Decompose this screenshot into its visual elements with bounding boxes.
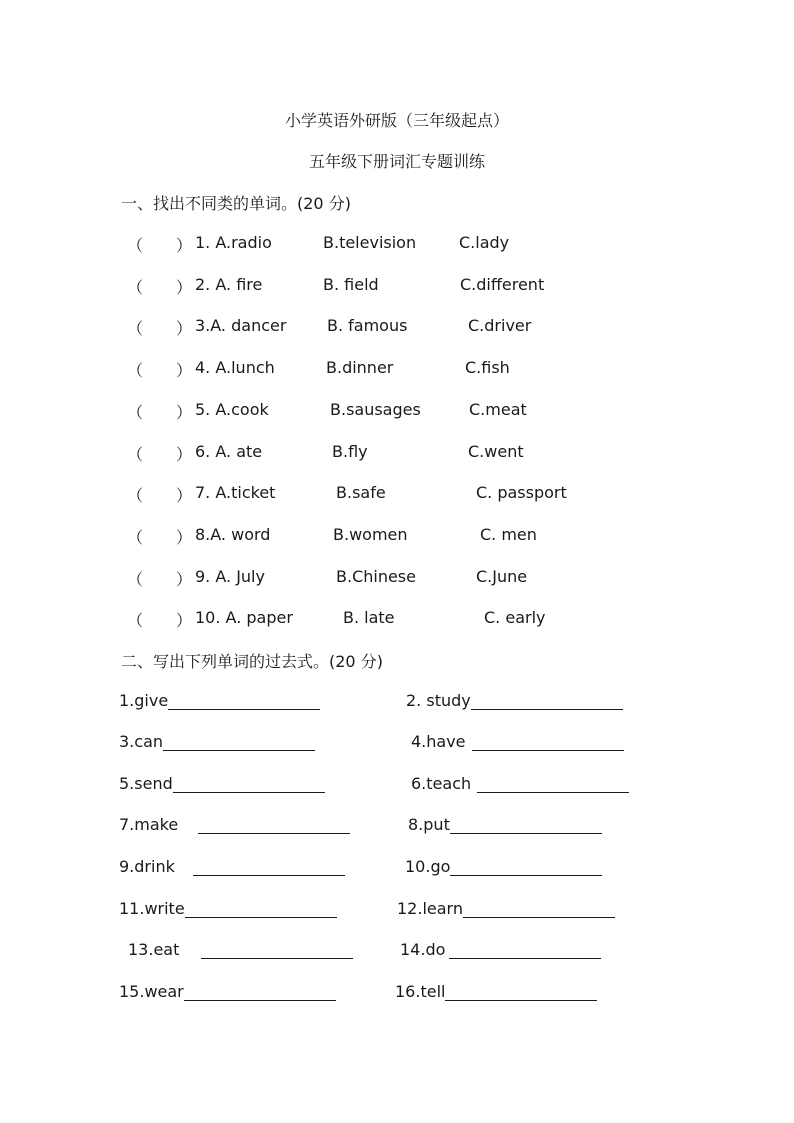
section2-heading: 二、写出下列单词的过去式。(20 分)	[121, 652, 383, 671]
question-row	[0, 400, 794, 422]
question-row	[0, 358, 794, 380]
question-row	[0, 275, 794, 297]
option-b: B.dinner	[326, 358, 394, 378]
option-b: B.safe	[336, 483, 386, 503]
question-row	[0, 608, 794, 630]
fill-in-item	[128, 940, 353, 959]
answer-blank[interactable]	[463, 903, 615, 918]
fill-in-item	[395, 982, 597, 1001]
fill-in-item	[411, 774, 629, 793]
option-c: C.went	[468, 441, 524, 461]
word-label: 11.write	[119, 899, 185, 918]
answer-blank[interactable]	[477, 778, 629, 793]
section1-heading: 一、找出不同类的单词。(20 分)	[121, 194, 351, 213]
option-c: C.driver	[468, 316, 532, 336]
question-row	[0, 442, 794, 464]
word-label: 15.wear	[119, 982, 184, 1001]
option-c: C. men	[480, 524, 537, 544]
fill-in-item	[408, 815, 602, 834]
question-row	[0, 233, 794, 255]
answer-blank[interactable]	[472, 736, 624, 751]
option-b: B.television	[323, 233, 417, 252]
option-b: B. famous	[327, 316, 408, 336]
option-a: 2. A. fire	[195, 274, 263, 294]
fill-in-item	[119, 899, 337, 918]
option-a: 4. A.lunch	[195, 358, 275, 378]
option-b: B.women	[333, 524, 408, 544]
fill-in-item	[119, 774, 325, 793]
answer-blank[interactable]	[445, 986, 597, 1001]
question-row	[0, 525, 794, 547]
answer-blank[interactable]	[450, 861, 602, 876]
word-label: 4.have	[411, 732, 466, 751]
answer-blank[interactable]	[185, 903, 337, 918]
answer-blank[interactable]	[163, 736, 315, 751]
option-c: C. early	[484, 608, 546, 628]
word-label: 2. study	[406, 691, 471, 710]
word-label: 5.send	[119, 774, 173, 793]
option-a: 8.A. word	[195, 524, 271, 544]
fill-in-item	[397, 899, 615, 918]
word-label: 6.teach	[411, 774, 472, 793]
option-c: C.lady	[459, 233, 510, 252]
answer-paren-open[interactable]: （	[127, 611, 144, 631]
word-label: 1.give	[119, 691, 169, 710]
fill-in-item	[411, 732, 624, 751]
option-b: B.Chinese	[336, 566, 416, 586]
fill-in-item	[406, 691, 623, 710]
word-label: 8.put	[408, 815, 450, 834]
fill-in-item	[119, 857, 345, 876]
word-label: 7.make	[119, 815, 179, 834]
word-label: 9.drink	[119, 857, 175, 876]
answer-paren-open[interactable]: （	[127, 236, 144, 255]
option-c: C.meat	[469, 399, 527, 419]
fill-in-item	[119, 815, 350, 834]
answer-paren-close: ）	[176, 361, 193, 381]
word-label: 16.tell	[395, 982, 446, 1001]
answer-blank[interactable]	[471, 695, 623, 710]
answer-paren-close: ）	[176, 236, 193, 255]
answer-blank[interactable]	[450, 819, 602, 834]
option-a: 9. A. July	[195, 566, 265, 586]
answer-blank[interactable]	[198, 819, 350, 834]
option-a: 6. A. ate	[195, 441, 263, 461]
answer-paren-close: ）	[176, 527, 193, 547]
option-c: C.different	[460, 274, 545, 294]
answer-paren-close: ）	[176, 486, 193, 506]
answer-paren-close: ）	[176, 611, 193, 631]
answer-paren-open[interactable]: （	[127, 361, 144, 381]
answer-paren-open[interactable]: （	[127, 527, 144, 547]
option-b: B.fly	[332, 441, 368, 461]
question-row	[0, 316, 794, 338]
answer-blank[interactable]	[449, 944, 601, 959]
option-b: B. late	[343, 608, 395, 628]
word-label: 10.go	[405, 857, 451, 876]
answer-paren-close: ）	[176, 402, 193, 422]
option-c: C. passport	[476, 483, 567, 503]
answer-blank[interactable]	[193, 861, 345, 876]
answer-paren-close: ）	[176, 277, 193, 297]
question-row	[0, 567, 794, 589]
option-b: B.sausages	[330, 399, 421, 419]
fill-in-item	[405, 857, 602, 876]
answer-paren-open[interactable]: （	[127, 486, 144, 506]
fill-in-item	[119, 732, 315, 751]
fill-in-item	[119, 982, 336, 1001]
answer-paren-open[interactable]: （	[127, 319, 144, 339]
fill-in-item	[400, 940, 601, 959]
option-a: 3.A. dancer	[195, 316, 287, 336]
answer-blank[interactable]	[168, 695, 320, 710]
answer-paren-open[interactable]: （	[127, 277, 144, 297]
answer-paren-open[interactable]: （	[127, 569, 144, 589]
answer-paren-close: ）	[176, 444, 193, 464]
option-a: 1. A.radio	[195, 233, 272, 252]
answer-blank[interactable]	[173, 778, 325, 793]
option-a: 10. A. paper	[195, 608, 293, 628]
word-label: 3.can	[119, 732, 164, 751]
word-label: 12.learn	[397, 899, 463, 918]
option-a: 5. A.cook	[195, 399, 269, 419]
option-c: C.June	[476, 566, 528, 586]
answer-paren-open[interactable]: （	[127, 444, 144, 464]
answer-paren-close: ）	[176, 569, 193, 589]
option-c: C.fish	[465, 358, 510, 378]
option-a: 7. A.ticket	[195, 483, 276, 503]
question-row	[0, 483, 794, 505]
answer-blank[interactable]	[184, 986, 336, 1001]
fill-in-item	[119, 691, 320, 710]
worksheet-title: 小学英语外研版（三年级起点）	[284, 111, 509, 130]
answer-blank[interactable]	[201, 944, 353, 959]
word-label: 13.eat	[128, 940, 180, 959]
word-label: 14.do	[400, 940, 446, 959]
option-b: B. field	[323, 274, 379, 294]
worksheet-subtitle: 五年级下册词汇专题训练	[308, 152, 485, 171]
answer-paren-open[interactable]: （	[127, 402, 144, 422]
answer-paren-close: ）	[176, 319, 193, 339]
